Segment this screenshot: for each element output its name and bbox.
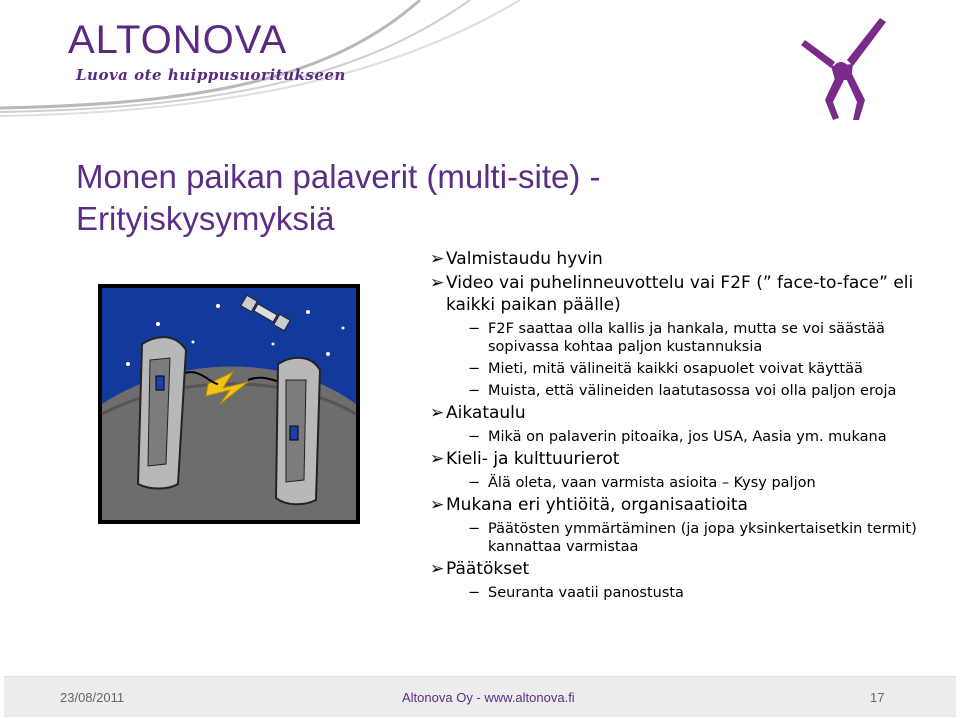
logo-text: ALTONOVA [68, 18, 288, 62]
sub-bullet-text: Mikä on palaverin pitoaika, jos USA, Aasia ym. mukana [488, 429, 887, 445]
dash-bullet-icon: − [468, 429, 481, 445]
sub-bullet-item [430, 584, 950, 602]
dash-bullet-icon: − [468, 475, 481, 491]
logo-slogan: Luova ote huippusuoritukseen [76, 66, 346, 84]
sub-bullet-item [430, 428, 950, 446]
sub-bullet-text: Muista, että välineiden laatutasossa voi olla paljon eroja [488, 383, 897, 399]
sub-bullet-item [430, 360, 950, 378]
bullet-text: Kieli- ja kulttuurierot [446, 449, 620, 469]
dash-bullet-icon: − [468, 521, 481, 537]
bullet-item [430, 272, 950, 316]
sub-bullet-item [430, 320, 950, 356]
bullet-item [430, 248, 950, 270]
bullet-text: Aikataulu [446, 403, 526, 423]
arrow-bullet-icon: ➢ [430, 273, 445, 293]
sub-bullet-item [430, 520, 950, 556]
arrow-bullet-icon: ➢ [430, 403, 445, 423]
arrow-bullet-icon: ➢ [430, 559, 445, 579]
bullet-item [430, 402, 950, 424]
video-conference-clipart [98, 284, 360, 524]
sub-bullet-text: Päätösten ymmärtäminen (ja jopa yksinkertaisetkin termit) kannattaa varmistaa [488, 521, 917, 555]
sub-bullet-text: Mieti, mitä välineitä kaikki osapuolet voivat käyttää [488, 361, 863, 377]
bullet-text: Valmistaudu hyvin [446, 249, 603, 269]
dash-bullet-icon: − [468, 321, 481, 337]
altonova-logo [68, 20, 287, 60]
title-line-2: Erityiskysymyksiä [76, 200, 335, 237]
sub-bullet-text: Älä oleta, vaan varmista asioita – Kysy paljon [488, 475, 816, 491]
cartwheel-figure-icon [795, 10, 890, 122]
sub-bullet-text: Seuranta vaatii panostusta [488, 585, 684, 601]
arrow-bullet-icon: ➢ [430, 449, 445, 469]
bullet-item [430, 558, 950, 580]
footer-page-number: 17 [870, 690, 885, 705]
dash-bullet-icon: − [468, 383, 481, 399]
arrow-bullet-icon: ➢ [430, 495, 445, 515]
bullet-text: Päätökset [446, 559, 530, 579]
arrow-bullet-icon: ➢ [430, 249, 445, 269]
title-line-1: Monen paikan palaverit (multi-site) - [76, 158, 601, 195]
bullet-text: Video vai puhelinneuvottelu vai F2F (” face-to-face” eli kaikki paikan päälle) [446, 273, 914, 315]
dash-bullet-icon: − [468, 585, 481, 601]
bullet-text: Mukana eri yhtiöitä, organisaatioita [446, 495, 748, 515]
footer-company: Altonova Oy - www.altonova.fi [402, 690, 575, 705]
bullet-item [430, 448, 950, 470]
sub-bullet-item [430, 382, 950, 400]
slide-footer [4, 676, 956, 717]
dash-bullet-icon: − [468, 361, 481, 377]
sub-bullet-item [430, 474, 950, 492]
sub-bullet-text: F2F saattaa olla kallis ja hankala, mutta se voi säästää sopivassa kohtaa paljon kustannuksia [488, 321, 885, 355]
slide-title [76, 156, 756, 240]
slide-content [430, 246, 950, 602]
bullet-item [430, 494, 950, 516]
footer-date: 23/08/2011 [60, 690, 125, 705]
